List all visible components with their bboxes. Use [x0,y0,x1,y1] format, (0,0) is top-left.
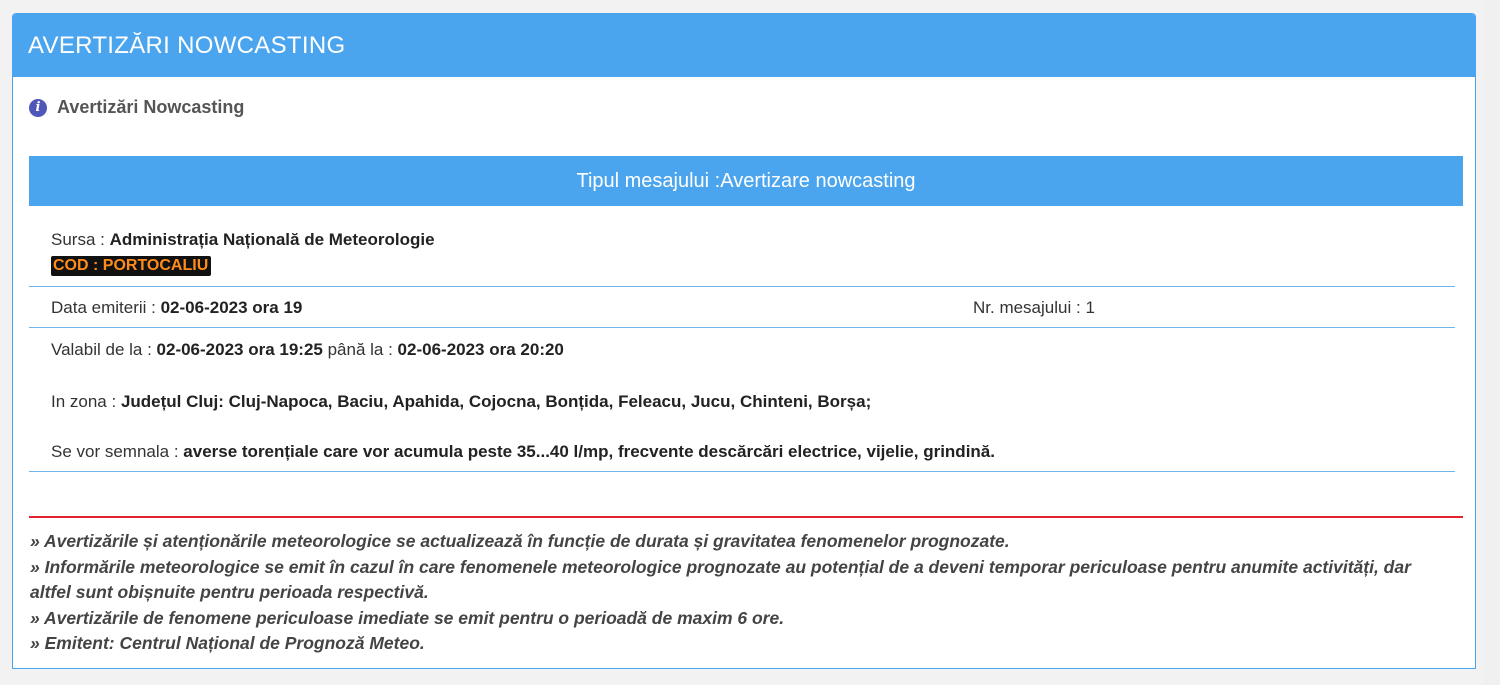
signals-label: Se vor semnala : [51,442,184,461]
issue-date-row [51,298,302,318]
code-badge: COD : PORTOCALIU [51,256,211,276]
panel-header [13,14,1475,77]
zone-row [51,392,871,412]
info-label: Avertizări Nowcasting [57,97,245,117]
info-line [29,97,244,118]
signals-value: averse torențiale care vor acumula peste 35...40 l/mp, frecvente descărcări electrice, vijelie, grindină. [183,442,995,461]
note-item: » Informările meteorologice se emit în cazul în care fenomenele meteorologice prognozate au potențial de a deveni temporar periculoase pentru anumite activități, dar altfel sunt obișnuite pentru perioada respectivă. [30,556,1411,602]
info-icon: i [29,99,47,117]
source-value: Administrația Națională de Meteorologie [109,230,435,249]
zone-value: Județul Cluj: Cluj-Napoca, Baciu, Apahida, Cojocna, Bonțida, Feleacu, Jucu, Chinteni, Borșa; [120,392,872,411]
note-item: » Emitent: Centrul Național de Prognoză Meteo. [30,633,425,653]
signals-row [51,442,995,462]
message-type-value: Avertizare nowcasting [720,169,916,192]
issue-date-value: 02-06-2023 ora 19 [160,298,303,317]
separator [29,471,1455,472]
message-number-value: 1 [1085,298,1095,317]
valid-to-label: până la : [322,340,398,359]
warnings-panel [12,13,1476,669]
source-label: Sursa : [51,230,110,249]
issue-date-label: Data emiterii : [51,298,161,317]
separator [29,286,1455,287]
message-number-row [973,298,1095,318]
panel-title: AVERTIZĂRI NOWCASTING [28,31,346,59]
note-item: » Avertizările de fenomene periculoase imediate se emit pentru o perioadă de maxim 6 ore. [30,607,785,628]
valid-from-value: 02-06-2023 ora 19:25 [156,340,323,359]
message-number-label: Nr. mesajului : [973,298,1086,317]
validity-row [51,340,564,360]
valid-from-label: Valabil de la : [51,340,157,359]
source-row [51,230,435,250]
zone-label: In zona : [51,392,121,411]
notes-block [30,529,1450,657]
code-row [51,255,211,276]
page-scrollbar[interactable] [1484,0,1500,685]
note-item: » Avertizările și atenționările meteorologice se actualizează în funcție de durata și gravitatea fenomenelor prognozate. [30,531,1010,551]
message-type-label: Tipul mesajului : [576,169,721,192]
valid-to-value: 02-06-2023 ora 20:20 [397,340,564,359]
separator [29,327,1455,328]
message-type-bar [29,156,1463,206]
red-separator [29,516,1463,518]
